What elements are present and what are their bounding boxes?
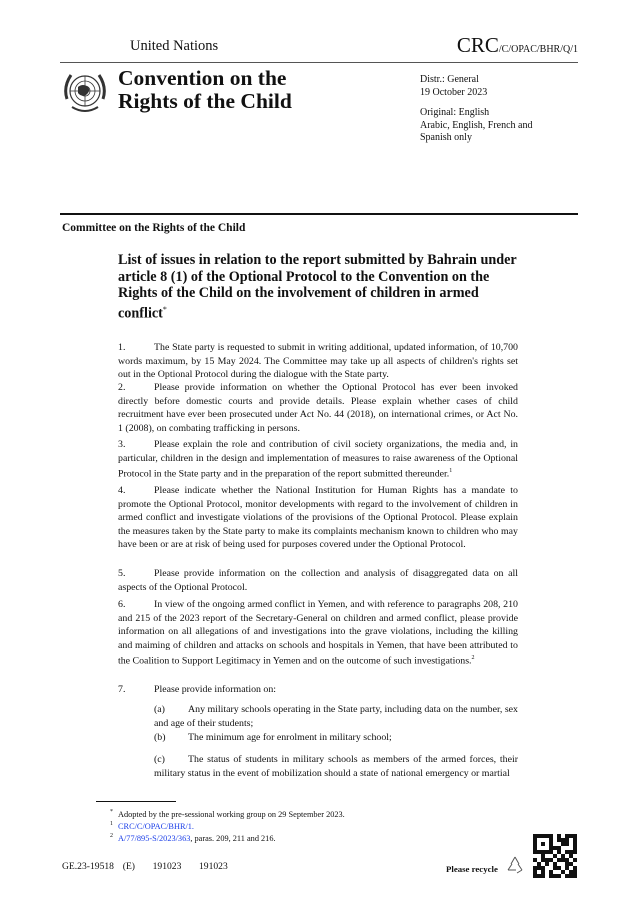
paragraph-3 [118, 438, 518, 481]
paragraph-text: Any military schools operating in the State party, including data on the number, sex and age of their students; [154, 704, 518, 729]
paragraph-4 [118, 484, 518, 552]
paragraph-8 [118, 703, 518, 730]
thick-rule [60, 213, 578, 215]
paragraph-1 [118, 341, 518, 382]
paragraph-6 [118, 598, 518, 668]
job-number: GE.23-19518 (E) 191023 191023 [62, 861, 228, 872]
footnote-mark: 1 [110, 821, 113, 827]
qr-code-icon [533, 834, 577, 878]
symbol-sub: /C/OPAC/BHR/Q/1 [498, 44, 578, 55]
un-emblem-icon [62, 69, 108, 115]
paragraph-text: Please provide information on: [154, 684, 277, 695]
paragraph-number: 2. [118, 382, 126, 393]
paragraph-text: The minimum age for enrolment in military school; [188, 732, 392, 743]
paragraph-text: Please provide information on whether the Optional Protocol has ever been invoked directly before domestic courts and provide details. Please explain whether cases of child recruitment have ever been prosecuted under Act No. 44 (2018), on international crimes, or Act No. 1 (2008), on combating trafficking in persons. [118, 382, 518, 434]
paragraph-10 [118, 753, 518, 780]
paragraph-number: (b) [154, 732, 166, 743]
footnote-ref[interactable]: 2 [471, 655, 475, 662]
footnote-mark: 2 [110, 833, 113, 839]
footnote-link[interactable]: CRC/C/OPAC/BHR/1. [118, 821, 195, 831]
symbol-main: CRC [456, 33, 499, 57]
distribution-block [420, 74, 532, 145]
paragraph-7 [118, 683, 518, 697]
paragraph-number: (a) [154, 704, 165, 715]
footnote-mark: * [110, 809, 113, 815]
paragraph-5 [118, 567, 518, 594]
date: 19 October 2023 [420, 86, 488, 98]
committee-name: Committee on the Rights of the Child [62, 222, 246, 234]
paragraph-number: 6. [118, 599, 126, 610]
paragraph-text: In view of the ongoing armed conflict in Yemen, and with reference to paragraphs 208, 210 and 215 of the 2023 report of the Secretary-General on children and armed conflict, please provide information on all allegations of and investigations into the grave violations, including the killing and maiming of children and attacks on schools and hospitals in Yemen, that have been attributed to the Coalition to Support Legitimacy in Yemen and on the outcome of such investigations. [118, 599, 518, 667]
title-line-2: Rights of the Child [118, 89, 292, 113]
paragraph-number: 7. [118, 684, 126, 695]
footnote-text: , paras. 209, 211 and 216. [190, 833, 276, 843]
paragraph-2 [118, 381, 518, 435]
paragraph-text: Please explain the role and contribution of civil society organizations, the media and, in particular, children in the design and implementation of measures to raise awareness of the Optional Protocol in the State party and in the preparation of the report submitted thereunder. [118, 439, 518, 480]
heading-footnote-marker: * [162, 304, 167, 314]
heading-text: List of issues in relation to the report submitted by Bahrain under article 8 (1) of the Optional Protocol to the Convention on the Rights of the Child on the involvement of children in armed conflict [118, 252, 517, 322]
recycle-text: Please recycle [446, 864, 498, 874]
distribution: Distr.: General [420, 74, 479, 85]
paragraph-text: Please indicate whether the National Institution for Human Rights has a mandate to promote the Optional Protocol, monitor developments with regard to the involvement of children in armed conflict and investigate violations of the provisions of the Optional Protocol. Please explain the measures taken by the State party to make its complaints mechanism known to children who may have been or are at risk of being used for purposes covered under the Optional Protocol. [118, 485, 518, 551]
paragraph-9 [118, 731, 518, 745]
title-line-1: Convention on the [118, 66, 287, 90]
document-symbol [457, 33, 578, 58]
languages: Arabic, English, French and [420, 119, 533, 131]
paragraph-number: 1. [118, 342, 126, 353]
footnote [110, 831, 276, 844]
footnote-ref[interactable]: 1 [449, 468, 453, 475]
paragraph-text: Please provide information on the collection and analysis of disaggregated data on all aspects of the Optional Protocol. [118, 568, 518, 593]
body-title [118, 67, 292, 113]
paragraph-number: (c) [154, 754, 165, 765]
original-language: Original: English [420, 107, 490, 118]
organization-name: United Nations [130, 38, 219, 54]
footnote-rule [96, 801, 176, 802]
paragraph-number: 4. [118, 485, 126, 496]
document-heading [118, 252, 518, 322]
paragraph-text: The State party is requested to submit in writing additional, updated information, of 10,700 words maximum, by 15 May 2024. The Committee may take up all aspects of children's rights set out in the Optional Protocol during the dialogue with the State party. [118, 342, 518, 381]
footnote-link[interactable]: A/77/895-S/2023/363 [118, 833, 191, 843]
header-rule [60, 62, 578, 63]
paragraph-number: 3. [118, 439, 126, 450]
paragraph-text: The status of students in military schools as members of the armed forces, their military status in the event of mobilization should a state of national emergency or martial [154, 754, 518, 779]
footnote-text: Adopted by the pre-sessional working group on 29 September 2023. [118, 809, 345, 819]
paragraph-number: 5. [118, 568, 126, 579]
recycle-icon [505, 855, 525, 875]
languages-cont: Spanish only [420, 132, 472, 143]
